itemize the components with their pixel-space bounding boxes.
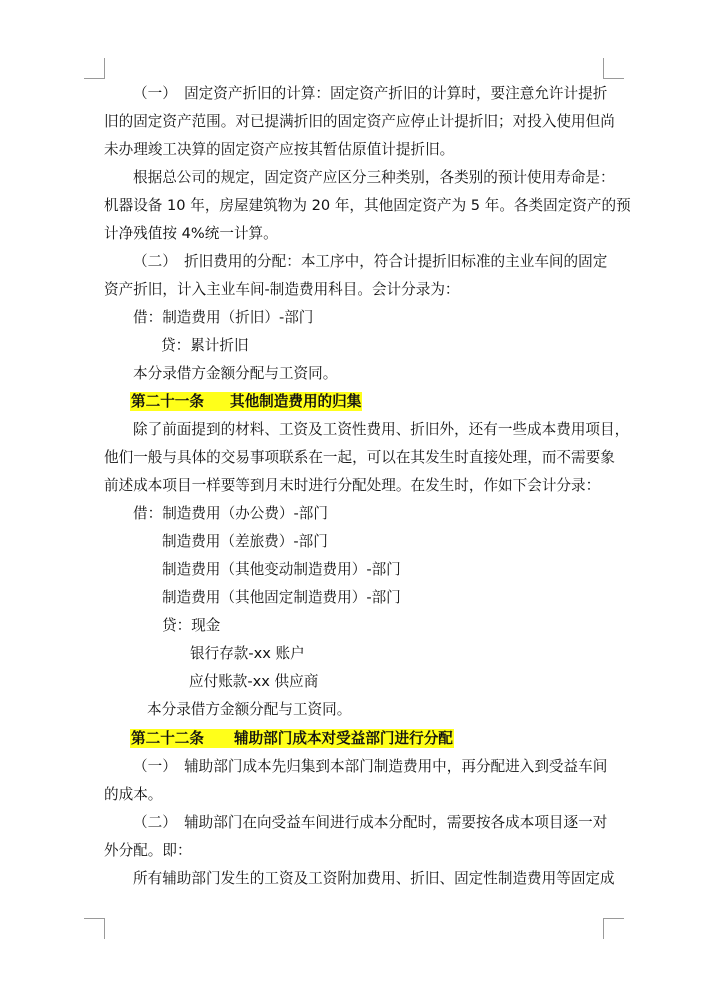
crop-mark-bottom-right — [603, 918, 604, 939]
crop-mark-bottom-left — [84, 918, 105, 919]
category-line-2: 机器设备 10 年，房屋建筑物为 20 年，其他固定资产为 5 年。各类固定资产的预 — [104, 197, 631, 214]
article-22-body-line: 所有辅助部门发生的工资及工资附加费用、折旧、固定性制造费用等固定成 — [133, 870, 615, 887]
category-line-1: 根据总公司的规定，固定资产应区分三种类别，各类别的预计使用寿命是： — [133, 169, 615, 186]
entry2-debit-3: 制造费用（其他变动制造费用）-部门 — [162, 561, 401, 578]
entry1-note: 本分录借方金额分配与工资同。 — [133, 365, 338, 382]
article-22-heading — [130, 729, 530, 749]
entry2-credit-1: 贷：现金 — [162, 617, 221, 634]
depreciation-calc-line-2: 旧的固定资产范围。对已提满折旧的固定资产应停止计提折旧；对投入使用但尚 — [104, 113, 615, 130]
article-21-body-line-2: 他们一般与具体的交易事项联系在一起，可以在其发生时直接处理，而不需要象 — [104, 449, 615, 466]
article-21-number: 第二十一条 — [131, 393, 204, 410]
crop-mark-top-right — [603, 78, 624, 79]
article-22-item2-line-2: 外分配。即： — [104, 842, 192, 859]
entry1-debit: 借：制造费用（折旧）-部门 — [133, 309, 314, 326]
entry2-credit-2: 银行存款-xx 账户 — [190, 645, 305, 662]
article-21-title: 其他制造费用的归集 — [229, 393, 362, 410]
allocation-line-1: （二） 折旧费用的分配：本工序中，符合计提折旧标准的主业车间的固定 — [133, 253, 608, 270]
article-21-body-line-1: 除了前面提到的材料、工资及工资性费用、折旧外，还有一些成本费用项目， — [133, 421, 630, 438]
article-22-title: 辅助部门成本对受益部门进行分配 — [233, 730, 453, 747]
crop-mark-top-right — [603, 58, 604, 78]
article-22-number: 第二十二条 — [131, 730, 204, 747]
crop-mark-bottom-right — [603, 918, 624, 919]
depreciation-calc-line-1: （一） 固定资产折旧的计算：固定资产折旧的计算时，要注意允许计提折 — [133, 85, 608, 102]
article-21-heading — [130, 392, 430, 412]
category-line-3: 计净残值按 4%统一计算。 — [104, 225, 278, 242]
article-22-item1-line-1: （一） 辅助部门成本先归集到本部门制造费用中，再分配进入到受益车间 — [133, 758, 608, 775]
entry2-debit-4: 制造费用（其他固定制造费用）-部门 — [162, 589, 401, 606]
article-21-body-line-3: 前述成本项目一样要等到月末时进行分配处理。在发生时，作如下会计分录： — [104, 477, 601, 494]
article-22-item1-line-2: 的成本。 — [104, 786, 163, 803]
entry2-credit-3: 应付账款-xx 供应商 — [189, 673, 319, 690]
entry2-debit-1: 借：制造费用（办公费）-部门 — [133, 505, 328, 522]
crop-mark-bottom-left — [104, 918, 105, 939]
entry2-note: 本分录借方金额分配与工资同。 — [147, 701, 352, 718]
allocation-line-2: 资产折旧，计入主业车间-制造费用科目。会计分录为： — [104, 281, 460, 298]
entry2-debit-2: 制造费用（差旅费）-部门 — [162, 533, 328, 550]
article-22-item2-line-1: （二） 辅助部门在向受益车间进行成本分配时，需要按各成本项目逐一对 — [133, 814, 608, 831]
entry1-credit: 贷：累计折旧 — [161, 337, 249, 354]
crop-mark-top-left — [104, 58, 105, 78]
crop-mark-top-left — [84, 78, 105, 79]
depreciation-calc-line-3: 未办理竣工决算的固定资产应按其暂估原值计提折旧。 — [104, 141, 455, 158]
